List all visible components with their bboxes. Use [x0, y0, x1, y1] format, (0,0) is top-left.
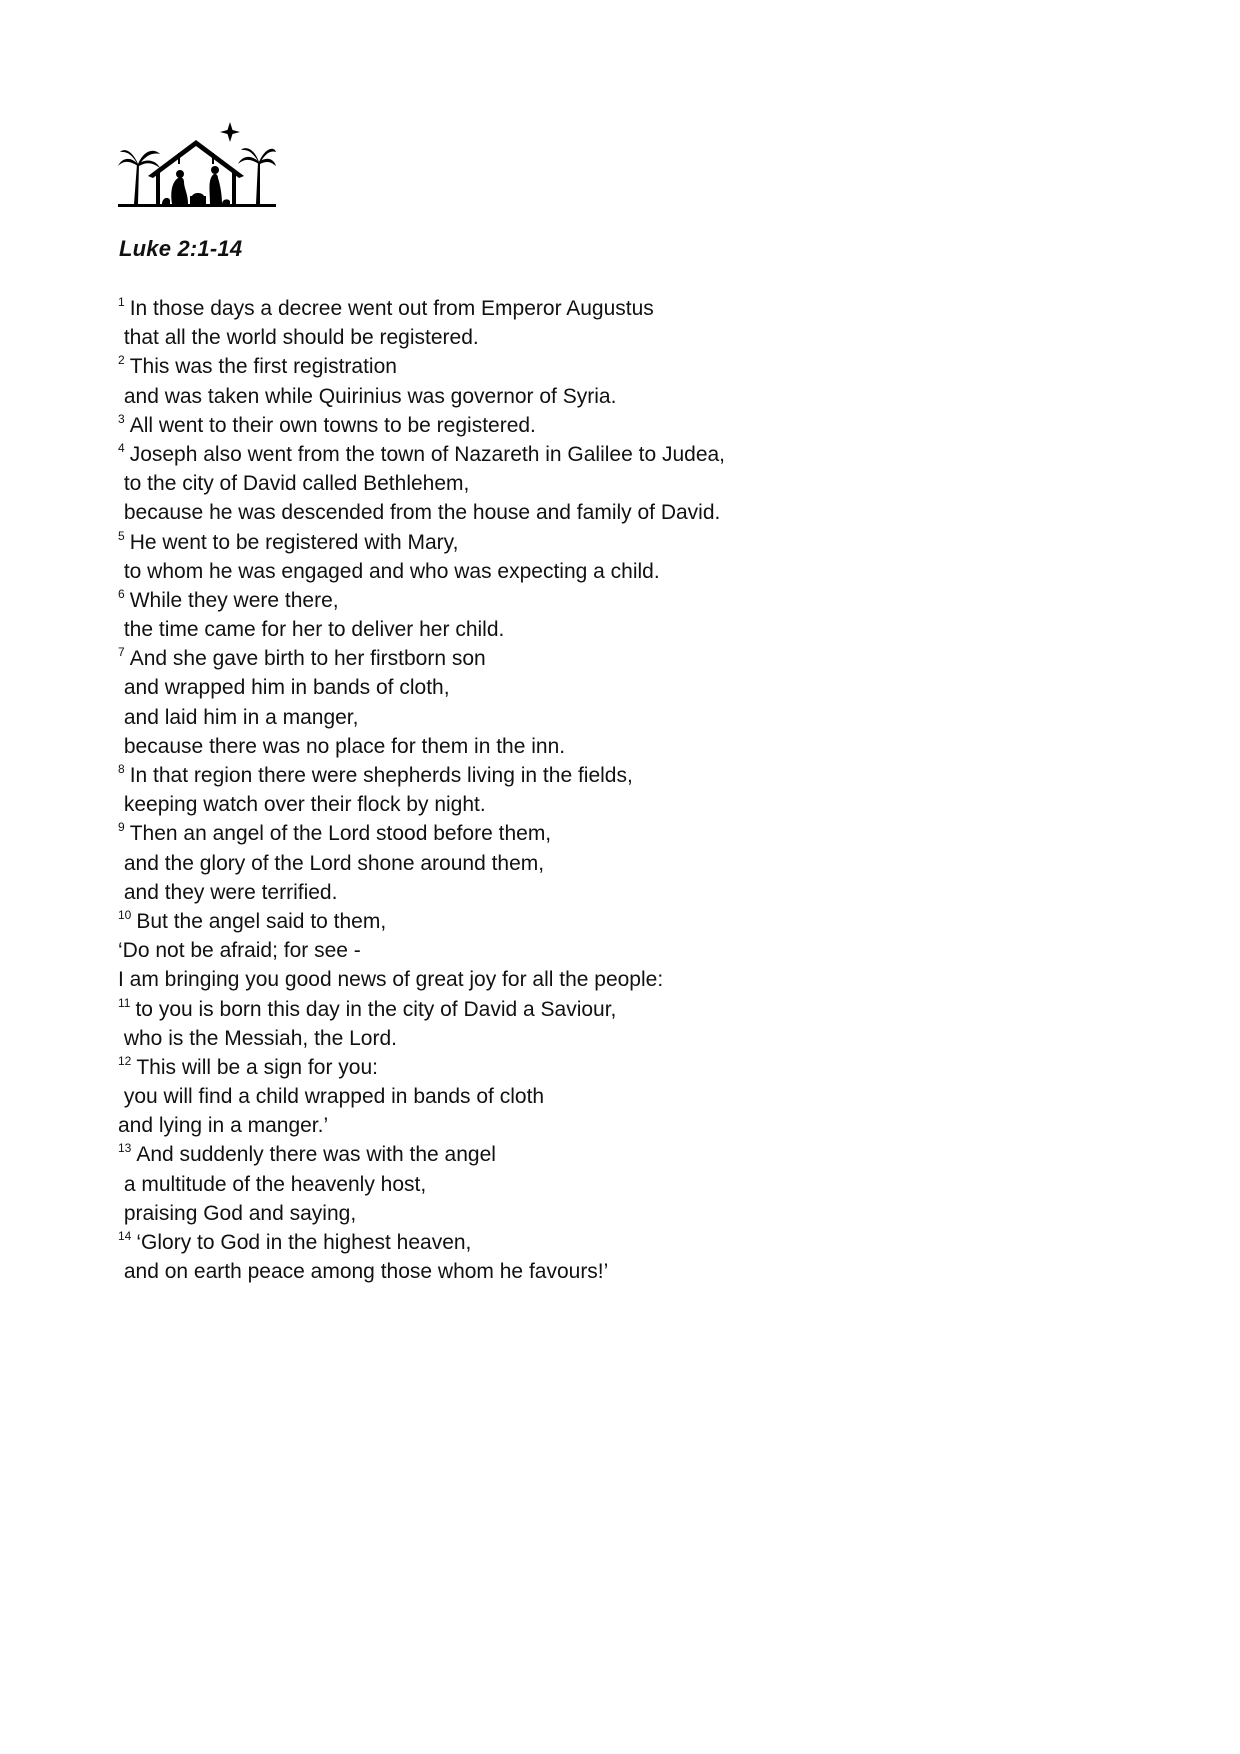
verse-line: [118, 790, 1118, 819]
verse-line: [118, 995, 1118, 1024]
verse-text: And she gave birth to her firstborn son: [129, 647, 486, 671]
verse-line: [118, 1082, 1118, 1111]
verse-text: And suddenly there was with the angel: [136, 1143, 496, 1167]
verse-text: that all the world should be registered.: [118, 326, 479, 350]
verse-line: [118, 1053, 1118, 1082]
passage-title: Luke 2:1-14: [119, 236, 243, 261]
nativity-scene-icon: [118, 118, 276, 210]
verse-line: [118, 1199, 1118, 1228]
verse-line: [118, 907, 1118, 936]
verse-line: [118, 615, 1118, 644]
verse-text: Joseph also went from the town of Nazareth in Galilee to Judea,: [129, 442, 726, 466]
verse-line: [118, 440, 1118, 469]
verse-text: Then an angel of the Lord stood before them,: [129, 822, 552, 846]
verse-line: [118, 819, 1118, 848]
verse-text: to whom he was engaged and who was expecting a child.: [118, 559, 660, 583]
verse-text: because he was descended from the house and family of David.: [118, 501, 721, 525]
verse-text: praising God and saying,: [118, 1201, 357, 1225]
verse-line: [118, 878, 1118, 907]
verse-line: [118, 703, 1118, 732]
verse-text: you will find a child wrapped in bands of cloth: [118, 1085, 545, 1109]
verse-line: [118, 557, 1118, 586]
verse-line: [118, 1111, 1118, 1140]
verse-text: and laid him in a manger,: [118, 705, 359, 729]
verse-number: 14: [118, 1229, 132, 1243]
verse-text: to the city of David called Bethlehem,: [118, 472, 470, 496]
verse-text: All went to their own towns to be registered.: [129, 413, 536, 437]
verse-line: [118, 673, 1118, 702]
verse-number: 4: [118, 440, 125, 455]
verse-line: [118, 1140, 1118, 1169]
verse-line: [118, 323, 1118, 352]
verse-line: [118, 586, 1118, 615]
verse-number: 6: [118, 586, 125, 601]
verse-line: [118, 469, 1118, 498]
verse-number: 8: [118, 762, 125, 776]
verse-text: and wrapped him in bands of cloth,: [118, 676, 450, 700]
verse-number: 5: [118, 528, 125, 543]
verse-line: [118, 1170, 1118, 1199]
verse-text: In those days a decree went out from Emperor Augustus: [129, 297, 654, 320]
verse-text: and on earth peace among those whom he favours!’: [118, 1260, 609, 1284]
verse-text: and they were terrified.: [118, 880, 338, 904]
verse-text: ‘Glory to God in the highest heaven,: [136, 1231, 472, 1254]
verse-line: [118, 936, 1118, 965]
verse-number: 9: [118, 820, 125, 835]
verse-text: While they were there,: [129, 588, 339, 612]
verse-line: [118, 1228, 1118, 1257]
scripture-text: [118, 294, 1118, 1286]
verse-text: because there was no place for them in the inn.: [118, 734, 566, 758]
verse-number: 11: [118, 995, 131, 1010]
verse-text: and lying in a manger.’: [118, 1114, 329, 1138]
verse-line: [118, 849, 1118, 878]
verse-text: keeping watch over their flock by night.: [118, 793, 486, 817]
verse-line: [118, 732, 1118, 761]
verse-line: [118, 352, 1118, 381]
verse-number: 1: [118, 295, 125, 309]
verse-text: to you is born this day in the city of David a Saviour,: [135, 997, 617, 1021]
verse-number: 3: [118, 411, 125, 426]
verse-number: 7: [118, 645, 125, 660]
verse-text: In that region there were shepherds living in the fields,: [129, 764, 633, 787]
verse-line: [118, 1024, 1118, 1053]
verse-text: and was taken while Quirinius was governor of Syria.: [118, 384, 617, 408]
verse-text: the time came for her to deliver her child.: [118, 618, 505, 642]
verse-line: [118, 761, 1118, 790]
verse-text: This was the first registration: [129, 355, 397, 379]
verse-number: 13: [118, 1141, 132, 1156]
verse-text: ‘Do not be afraid; for see -: [118, 939, 361, 963]
verse-line: [118, 411, 1118, 440]
verse-text: who is the Messiah, the Lord.: [118, 1026, 397, 1050]
verse-line: [118, 498, 1118, 527]
verse-line: [118, 528, 1118, 557]
verse-line: [118, 382, 1118, 411]
verse-line: [118, 965, 1118, 994]
verse-text: This will be a sign for you:: [136, 1055, 378, 1079]
verse-text: and the glory of the Lord shone around them,: [118, 851, 545, 875]
verse-text: I am bringing you good news of great joy for all the people:: [118, 968, 664, 992]
verse-line: [118, 294, 1118, 323]
verse-number: 10: [118, 907, 132, 922]
verse-number: 12: [118, 1053, 132, 1068]
verse-text: He went to be registered with Mary,: [129, 530, 459, 554]
verse-number: 2: [118, 353, 125, 368]
verse-text: a multitude of the heavenly host,: [118, 1172, 427, 1196]
verse-text: But the angel said to them,: [136, 909, 387, 933]
verse-line: [118, 644, 1118, 673]
verse-line: [118, 1257, 1118, 1286]
